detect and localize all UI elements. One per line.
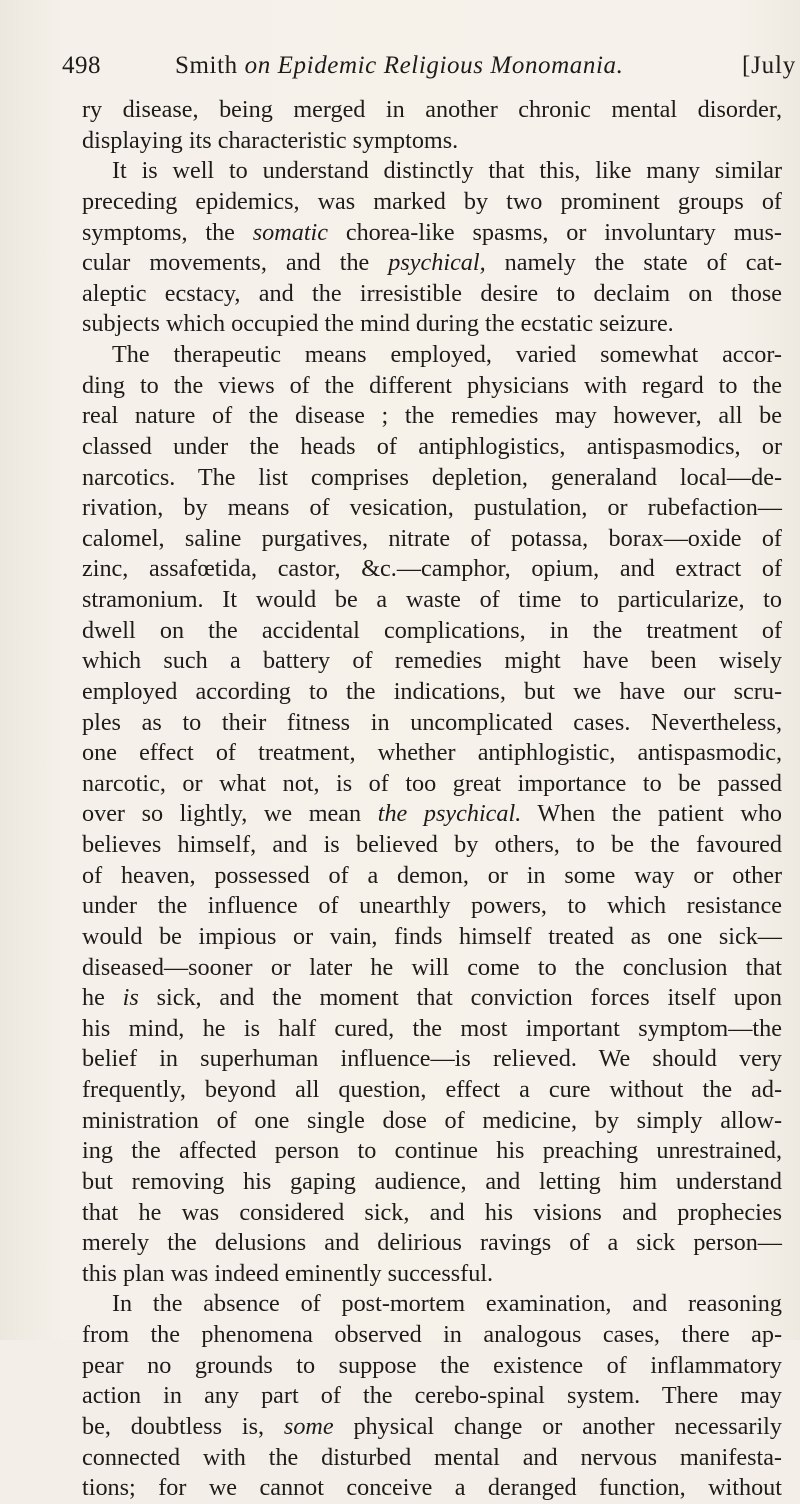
text-segment: symptoms, the — [82, 218, 253, 246]
text-segment: When the patient who — [521, 800, 783, 828]
text-line — [82, 1473, 782, 1504]
text-segment: be, doubtless is, — [82, 1412, 284, 1440]
text-segment: but removing his gaping audience, and letting him understand — [82, 1167, 782, 1195]
text-segment: of heaven, possessed of a demon, or in some way or other — [82, 861, 782, 889]
italic-segment: some — [283, 1412, 334, 1440]
text-line — [82, 830, 782, 861]
text-line — [82, 585, 782, 616]
text-segment: chorea-like spasms, or involuntary mus- — [328, 218, 782, 246]
text-line — [82, 524, 782, 555]
text-segment: ding to the views of the different physicians with regard to the — [82, 371, 782, 399]
text-line — [82, 463, 782, 494]
text-segment: pear no grounds to suppose the existence of inflammatory — [82, 1351, 782, 1379]
text-line — [82, 1106, 782, 1137]
text-line — [82, 1320, 782, 1351]
text-segment: his mind, he is half cured, the most important symptom—the — [82, 1014, 782, 1042]
text-segment: rivation, by means of vesication, pustulation, or rubefaction— — [82, 494, 782, 522]
text-segment: under the influence of unearthly powers, to which resistance — [82, 892, 782, 920]
text-segment: belief in superhuman influence—is relieved. We should very — [82, 1045, 782, 1073]
text-line — [82, 1198, 782, 1229]
text-segment: displaying its characteristic symptoms. — [82, 126, 459, 154]
text-segment: connected with the disturbed mental and nervous manifesta- — [82, 1443, 782, 1471]
text-segment: ing the affected person to continue his preaching unrestrained, — [82, 1137, 782, 1165]
text-line — [82, 677, 782, 708]
text-segment: The therapeutic means employed, varied somewhat accor- — [112, 341, 782, 368]
text-segment: ry disease, being merged in another chronic mental disorder, — [82, 96, 782, 123]
text-line — [82, 156, 782, 187]
text-line — [82, 1044, 782, 1075]
text-segment: It is well to understand distinctly that this, like many similar — [112, 157, 782, 185]
text-segment: real nature of the disease ; the remedies may however, all be — [82, 402, 782, 430]
text-line — [82, 401, 782, 432]
text-segment: physical change or another necessarily — [333, 1412, 782, 1440]
text-segment: subjects which occupied the mind during the ecstatic seizure. — [82, 310, 674, 338]
text-line — [82, 1351, 782, 1382]
text-segment: over so lightly, we mean — [82, 800, 378, 828]
text-segment: would be impious or vain, finds himself treated as one sick— — [82, 922, 782, 950]
text-segment: preceding epidemics, was marked by two prominent groups of — [82, 187, 782, 215]
text-segment: aleptic ecstacy, and the irresistible desire to declaim on those — [82, 279, 782, 307]
text-line — [82, 646, 782, 677]
text-segment: merely the delusions and delirious ravings of a sick person— — [82, 1229, 782, 1257]
text-line — [82, 1289, 782, 1320]
text-line — [82, 279, 782, 310]
text-segment: from the phenomena observed in analogous cases, there ap- — [82, 1321, 782, 1348]
page-number: 498 — [62, 52, 101, 79]
text-line — [82, 616, 782, 647]
text-segment: stramonium. It would be a waste of time to particularize, to — [82, 586, 782, 613]
text-segment: calomel, saline purgatives, nitrate of potassa, borax—oxide of — [82, 524, 782, 552]
text-segment: cular movements, and the — [82, 249, 389, 277]
text-line — [82, 248, 782, 279]
text-segment: namely the state of cat- — [485, 249, 783, 277]
text-line — [82, 1014, 782, 1045]
text-segment: believes himself, and is believed by others, to be the favoured — [82, 831, 782, 858]
text-segment: narcotics. The list comprises depletion, generaland local—de- — [82, 463, 782, 491]
text-line — [82, 983, 782, 1014]
text-line — [82, 371, 782, 402]
text-line — [82, 95, 782, 126]
text-line — [82, 1381, 782, 1412]
text-line — [82, 861, 782, 892]
title-connector: on — [244, 52, 271, 79]
text-segment: frequently, beyond all question, effect a cure without the ad- — [82, 1076, 782, 1103]
text-segment: dwell on the accidental complications, in the treatment of — [82, 616, 782, 644]
text-segment: zinc, assafœtida, castor, &c.—camphor, opium, and extract of — [82, 555, 782, 583]
text-line — [82, 1412, 782, 1443]
text-segment: classed under the heads of antiphlogistics, antispasmodics, or — [82, 432, 782, 460]
text-segment: sick, and the moment that conviction forces itself upon — [138, 984, 782, 1012]
text-segment: which such a battery of remedies might have been wisely — [82, 647, 782, 675]
text-line — [82, 799, 782, 830]
text-segment: diseased—sooner or later he will come to the conclusion that — [82, 953, 782, 981]
author-name: Smith — [175, 52, 238, 79]
text-line — [82, 891, 782, 922]
text-line — [82, 1167, 782, 1198]
text-segment: narcotic, or what not, is of too great importance to be passed — [82, 769, 782, 797]
text-line — [82, 340, 782, 371]
italic-segment: the psychical. — [377, 800, 522, 828]
text-line — [82, 738, 782, 769]
text-segment: ministration of one single dose of medicine, by simply allow- — [82, 1106, 782, 1134]
text-line — [82, 187, 782, 218]
text-line — [82, 922, 782, 953]
text-line — [82, 126, 782, 157]
text-segment: ples as to their fitness in uncomplicated cases. Nevertheless, — [82, 708, 782, 736]
italic-segment: psychical, — [388, 249, 486, 277]
text-line — [82, 493, 782, 524]
italic-segment: somatic — [252, 218, 328, 246]
text-line — [82, 769, 782, 800]
text-line — [82, 218, 782, 249]
text-line — [82, 554, 782, 585]
article-title: Epidemic Religious Monomania. — [277, 52, 624, 79]
text-line — [82, 1228, 782, 1259]
text-segment: one effect of treatment, whether antiphlogistic, antispasmodic, — [82, 739, 782, 767]
text-segment: employed according to the indications, but we have our scru- — [82, 677, 782, 705]
text-line — [82, 309, 782, 340]
body-text — [82, 95, 782, 1504]
text-line — [82, 1259, 782, 1290]
running-header — [62, 52, 800, 88]
text-segment: that he was considered sick, and his visions and prophecies — [82, 1198, 782, 1226]
running-title — [175, 52, 624, 80]
text-line — [82, 1075, 782, 1106]
text-segment: he — [82, 984, 123, 1012]
text-segment: action in any part of the cerebo-spinal system. There may — [82, 1382, 782, 1410]
text-segment: tions; for we cannot conceive a deranged function, without — [82, 1474, 782, 1502]
text-line — [82, 1136, 782, 1167]
text-line — [82, 708, 782, 739]
text-line — [82, 432, 782, 463]
text-segment: In the absence of post-mortem examination, and reasoning — [112, 1290, 782, 1318]
text-line — [82, 953, 782, 984]
italic-segment: is — [122, 984, 139, 1012]
text-line — [82, 1443, 782, 1474]
text-segment: this plan was indeed eminently successful. — [82, 1259, 494, 1287]
issue-date: [July — [742, 52, 796, 79]
